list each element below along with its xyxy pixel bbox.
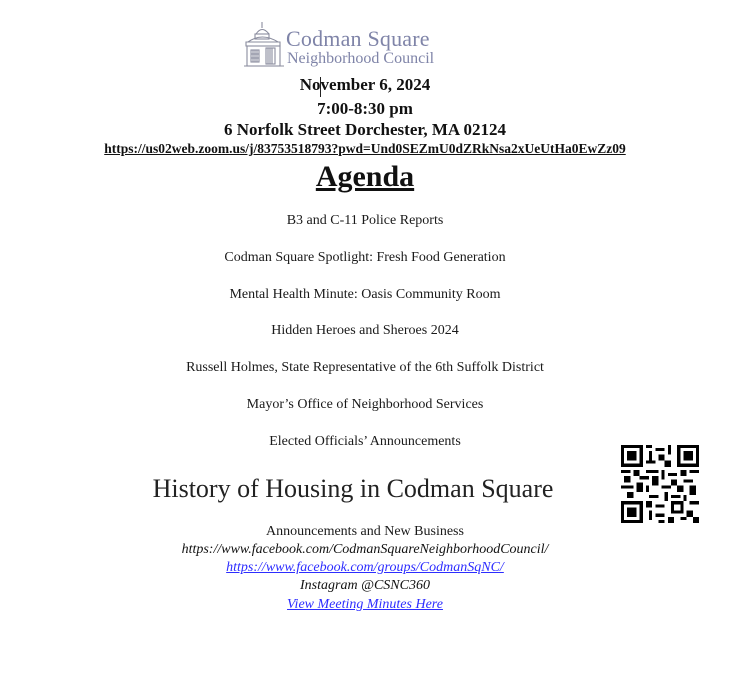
facebook-group-link[interactable]: https://www.facebook.com/groups/CodmanSqNC/ <box>226 560 504 575</box>
logo-line-1: Codman Square <box>286 26 430 51</box>
meeting-minutes-link[interactable]: View Meeting Minutes Here <box>287 597 443 612</box>
agenda-item: Mental Health Minute: Oasis Community Room <box>229 287 501 302</box>
agenda-item: Mayor’s Office of Neighborhood Services <box>246 397 484 412</box>
agenda-item: Elected Officials’ Announcements <box>269 434 461 449</box>
announcements-heading: Announcements and New Business <box>266 524 464 539</box>
meeting-address: 6 Norfolk Street Dorchester, MA 02124 <box>223 120 507 139</box>
agenda-item: Russell Holmes, State Representative of the 6th Suffolk District <box>186 360 544 375</box>
agenda-item: Codman Square Spotlight: Fresh Food Generation <box>224 250 506 265</box>
council-logo <box>242 20 467 68</box>
logo-line-2: Neighborhood Council <box>287 50 435 67</box>
zoom-meeting-link[interactable]: https://us02web.zoom.us/j/83753518793?pwd=Und0SEZmU0dZRkNsa2xUeUtHa0EwZz09 <box>104 141 626 156</box>
agenda-title: Agenda <box>315 160 415 193</box>
qr-code-icon[interactable] <box>621 445 699 523</box>
building-dome-icon <box>242 20 286 68</box>
instagram-handle: Instagram @CSNC360 <box>300 578 430 593</box>
meeting-time: 7:00-8:30 pm <box>317 99 413 118</box>
agenda-item: B3 and C-11 Police Reports <box>286 213 444 228</box>
featured-agenda-item: History of Housing in Codman Square <box>152 474 554 503</box>
meeting-date: November 6, 2024 <box>299 75 431 94</box>
agenda-item: Hidden Heroes and Sheroes 2024 <box>271 323 459 338</box>
facebook-page-url: https://www.facebook.com/CodmanSquareNeighborhoodCouncil/ <box>181 542 549 557</box>
